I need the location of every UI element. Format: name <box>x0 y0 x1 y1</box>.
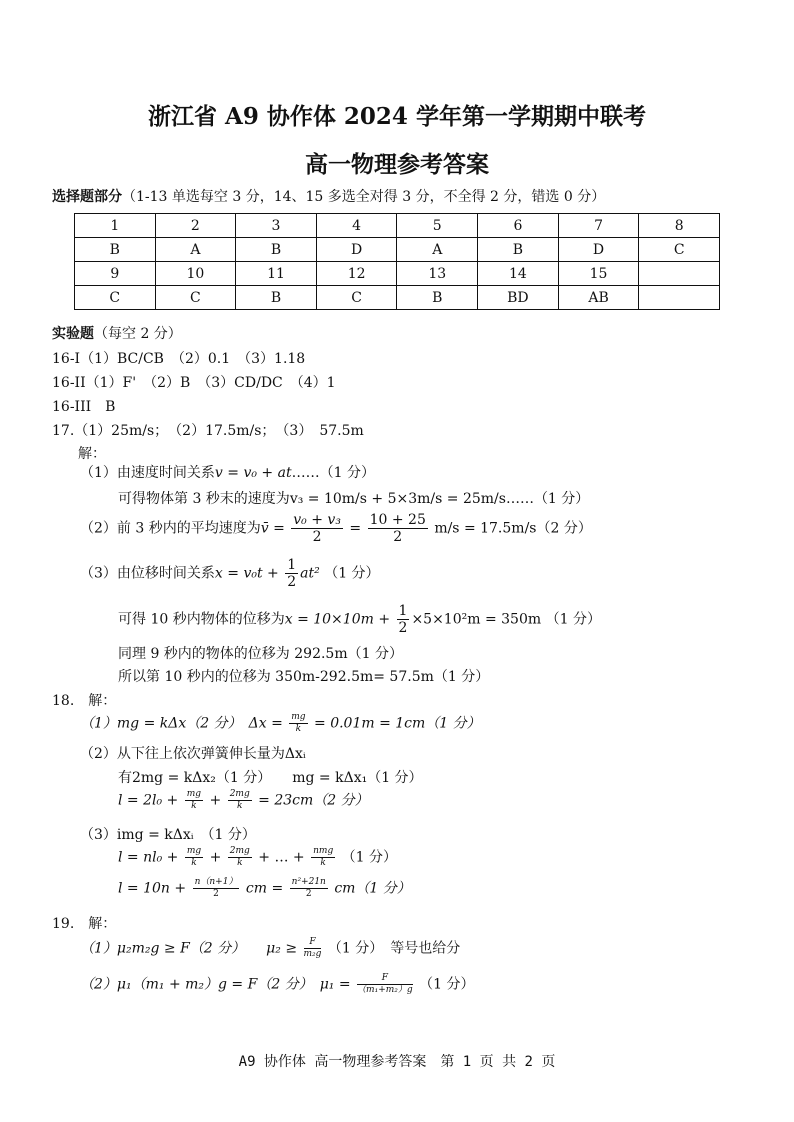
table-cell: B <box>236 238 317 262</box>
denominator: m₂g <box>303 949 322 959</box>
q18-heading: 18. 解： <box>52 693 117 709</box>
numerator: 10 + 25 <box>369 512 426 528</box>
table-cell: B <box>75 238 156 262</box>
table-cell: 3 <box>236 214 317 238</box>
q17-line-1 <box>80 462 375 482</box>
q18-line-1 <box>80 712 481 735</box>
denominator: 2 <box>398 620 408 636</box>
fraction <box>228 789 252 812</box>
fraction <box>311 846 335 869</box>
formula: = 23cm（2 分） <box>258 792 369 809</box>
formula: （1）mg = kΔx（2 分） Δx = <box>80 715 283 732</box>
table-row <box>75 238 720 262</box>
numerator: 2mg <box>229 789 250 799</box>
formula: at² <box>300 565 320 582</box>
fraction <box>289 712 307 735</box>
q18-line-6 <box>118 846 397 869</box>
table-cell <box>639 262 720 286</box>
table-cell: 13 <box>397 262 478 286</box>
q18-line-5: （3）img = kΔxᵢ （1 分） <box>80 827 256 843</box>
denominator: k <box>237 858 243 868</box>
fraction <box>357 973 413 996</box>
formula: = 0.01m = 1cm（1 分） <box>314 715 481 732</box>
denominator: k <box>191 801 197 811</box>
table-cell: 15 <box>558 262 639 286</box>
table-cell: D <box>558 238 639 262</box>
q18-line-7 <box>118 877 411 900</box>
table-cell: 12 <box>316 262 397 286</box>
table-cell: 10 <box>155 262 236 286</box>
q18-line-4 <box>118 789 369 812</box>
choice-section-heading <box>52 186 605 206</box>
table-cell: 2 <box>155 214 236 238</box>
formula: v₃ = 10m/s + 5×3m/s = 25m/s <box>289 491 506 507</box>
numerator: mg <box>186 789 202 799</box>
formula: x = 10×10m + <box>284 611 391 628</box>
denominator: k <box>320 858 326 868</box>
table-cell: C <box>639 238 720 262</box>
numerator: F <box>304 937 322 949</box>
denominator: 2 <box>312 529 322 545</box>
numerator: F <box>357 973 413 985</box>
numerator: n²+21n <box>291 877 326 887</box>
experiment-section-label: 实验题 <box>52 326 94 342</box>
experiment-section-note: （每空 2 分） <box>94 326 182 342</box>
text: 可得物体第 3 秒末的速度为 <box>118 491 290 507</box>
formula: ×5×10²m = 350m <box>411 611 542 628</box>
table-cell: C <box>75 286 156 310</box>
fraction <box>304 937 322 960</box>
text: （3）由位移时间关系 <box>80 565 215 582</box>
q17-line-4 <box>80 557 380 590</box>
q17-line-3 <box>80 512 592 545</box>
numerator: v₀ + v₃ <box>293 512 341 528</box>
text: ……（1 分） <box>291 465 375 481</box>
table-cell: C <box>316 286 397 310</box>
fraction <box>185 789 203 812</box>
answer-16-3: 16-III B <box>52 399 116 415</box>
fraction <box>291 512 343 545</box>
denominator: k <box>191 858 197 868</box>
text: 可得 10 秒内物体的位移为 <box>118 611 285 628</box>
q18-line-3: 有2mg = kΔx₂（1 分） mg = kΔx₁（1 分） <box>118 770 423 786</box>
text: （1 分） <box>545 611 601 628</box>
table-cell: 5 <box>397 214 478 238</box>
table-cell: B <box>236 286 317 310</box>
fraction <box>185 846 203 869</box>
text: + <box>209 849 222 866</box>
table-row <box>75 214 720 238</box>
table-cell: 6 <box>478 214 559 238</box>
table-cell: C <box>155 286 236 310</box>
table-cell: D <box>316 238 397 262</box>
numerator: 1 <box>287 557 297 573</box>
q18-line-2: （2）从下往上依次弹簧伸长量为Δxᵢ <box>80 746 306 762</box>
table-cell: 8 <box>639 214 720 238</box>
page-footer: A9 协作体 高一物理参考答案 第 1 页 共 2 页 <box>238 1054 556 1070</box>
formula: x = v₀t + <box>214 565 279 582</box>
page-title: 浙江省 A9 协作体 2024 学年第一学期期中联考 <box>148 103 646 130</box>
text: + <box>209 792 222 809</box>
choice-section-label: 选择题部分 <box>52 189 122 205</box>
choice-section-note: （1-13 单选每空 3 分，14、15 多选全对得 3 分，不全得 2 分，错选 0 分） <box>122 189 606 205</box>
q19-heading: 19. 解： <box>52 916 117 932</box>
text: ……（1 分） <box>505 491 590 507</box>
formula: cm（1 分） <box>334 880 411 897</box>
table-cell: 11 <box>236 262 317 286</box>
table-cell: 14 <box>478 262 559 286</box>
formula: l = 10n + <box>118 880 187 897</box>
q17-line-5 <box>118 603 601 636</box>
numerator: mg <box>291 712 306 722</box>
formula: （2）μ₁（m₁ + m₂）g = F（2 分） μ₁ = <box>80 976 351 993</box>
formula: cm = <box>245 880 284 897</box>
numerator: nmg <box>313 846 334 856</box>
formula: v̄ = <box>260 520 285 537</box>
q17-line-7: 所以第 10 秒内的位移为 350m-292.5m= 57.5m（1 分） <box>118 669 490 685</box>
table-cell: A <box>397 238 478 262</box>
fraction <box>397 603 410 636</box>
text: （2）前 3 秒内的平均速度为 <box>80 520 261 537</box>
text: （1）由速度时间关系 <box>80 465 215 481</box>
answer-table <box>74 213 720 310</box>
q17-line-6: 同理 9 秒内的物体的位移为 292.5m（1 分） <box>118 646 403 662</box>
text: + … + <box>258 849 305 866</box>
page-subtitle: 高一物理参考答案 <box>305 151 489 178</box>
denominator: k <box>236 801 243 811</box>
table-cell: 7 <box>558 214 639 238</box>
experiment-section-heading <box>52 323 182 343</box>
denominator: 2 <box>213 889 219 899</box>
numerator: 2mg <box>229 846 250 856</box>
table-row <box>75 262 720 286</box>
formula: （1）μ₂m₂g ≥ F（2 分） μ₂ ≥ <box>80 940 298 957</box>
denominator: 2 <box>287 574 297 590</box>
formula: l = nl₀ + <box>118 849 179 866</box>
fraction <box>228 846 252 869</box>
denominator: k <box>295 724 302 734</box>
formula: l = 2l₀ + <box>118 792 179 809</box>
denominator: （m₁+m₂）g <box>357 985 413 995</box>
text: （1 分） <box>419 976 475 993</box>
numerator: n（n+1） <box>194 877 238 887</box>
denominator: 2 <box>305 889 312 899</box>
table-cell: A <box>155 238 236 262</box>
fraction <box>368 512 428 545</box>
q19-line-2 <box>80 973 474 996</box>
q19-line-1 <box>80 937 460 960</box>
table-cell: B <box>478 238 559 262</box>
table-cell: 1 <box>75 214 156 238</box>
q17-solution-label: 解： <box>78 446 106 462</box>
denominator: 2 <box>393 529 403 545</box>
text: = <box>349 520 362 537</box>
answer-16-2: 16-II（1）F' （2）B （3）CD/DC （4）1 <box>52 375 336 391</box>
text: （1 分） <box>341 849 398 866</box>
fraction <box>285 557 298 590</box>
table-row <box>75 286 720 310</box>
table-cell <box>639 286 720 310</box>
table-cell: 4 <box>316 214 397 238</box>
answer-16-1: 16-I（1）BC/CB （2）0.1 （3）1.18 <box>52 351 306 367</box>
q17-line-2 <box>118 488 589 508</box>
table-cell: AB <box>558 286 639 310</box>
fraction <box>193 877 240 900</box>
q17-heading: 17.（1）25m/s； （2）17.5m/s； （3） 57.5m <box>52 423 364 439</box>
formula: v = v₀ + at <box>214 465 292 481</box>
table-cell: B <box>397 286 478 310</box>
text: m/s = 17.5m/s（2 分） <box>434 520 592 537</box>
numerator: mg <box>186 846 202 856</box>
numerator: 1 <box>398 603 408 619</box>
text: （1 分） 等号也给分 <box>327 940 461 957</box>
table-cell: 9 <box>75 262 156 286</box>
text: （1 分） <box>324 565 380 582</box>
table-cell: BD <box>478 286 559 310</box>
fraction <box>290 877 328 900</box>
